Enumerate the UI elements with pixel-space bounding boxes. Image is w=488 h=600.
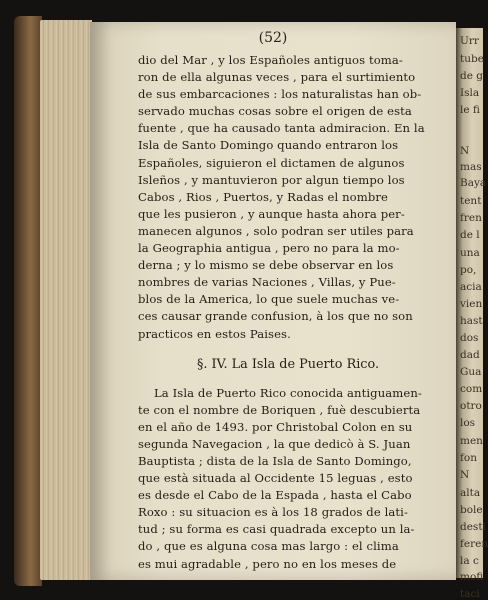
text-line: que les pusieron , y aunque hasta ahora per-: [138, 206, 405, 221]
paragraph-1: [138, 52, 438, 343]
text-line: blos de la America, lo que suele muchas ve-: [138, 292, 400, 307]
facing-page-fragment: una: [460, 247, 480, 259]
text-line: te con el nombre de Boriquen , fuè descubierta: [138, 402, 421, 417]
text-line: La Isla de Puerto Rico conocida antiguamen-: [154, 385, 422, 400]
facing-page: [456, 28, 488, 600]
facing-page-fragment: mofi: [460, 571, 484, 583]
text-line: es mui agradable , pero no en los meses de: [138, 556, 397, 571]
facing-page-fragment: otro: [460, 400, 482, 412]
text-line: Isla de Santo Domingo quando entraron los: [138, 138, 399, 153]
text-line: Roxo : su situacion es à los 18 grados de lati-: [138, 505, 408, 520]
facing-page-fragment: le fi: [460, 104, 480, 116]
text-line: tud ; su forma es casi quadrada excepto un la-: [138, 522, 415, 537]
page-text: [138, 52, 438, 573]
facing-page-fragment: N: [460, 469, 470, 481]
facing-page-fragment: Baya: [460, 177, 487, 189]
text-line: segunda Navegacion , la que dedicò à S. Juan: [138, 436, 411, 451]
text-line: la Geographia antigua , pero no para la mo-: [138, 241, 400, 256]
facing-page-fragment: hast: [460, 315, 483, 327]
text-line: de sus embarcaciones : los naturalistas han ob-: [138, 87, 422, 102]
text-line: Bauptista ; dista de la Isla de Santo Domingo,: [138, 453, 412, 468]
text-line: servado muchas cosas sobre el origen de esta: [138, 104, 412, 119]
text-line: practicos en estos Paises.: [138, 326, 291, 341]
facing-page-fragment: Urr: [460, 35, 479, 47]
text-line: fuente , que ha causado tanta admiracion. En la: [138, 121, 425, 136]
section-heading: §. IV. La Isla de Puerto Rico.: [196, 356, 380, 372]
facing-page-fragment: mas: [460, 161, 482, 173]
facing-page-fragment: tent: [460, 195, 482, 207]
facing-page-fragment: dos: [460, 332, 479, 344]
text-line: ces causar grande confusion, à los que no son: [138, 309, 413, 324]
facing-page-fragment: dad: [460, 349, 480, 361]
text-line: Cabos , Rios , Puertos, y Radas el nombre: [138, 189, 388, 204]
facing-page-fragment: vien: [460, 298, 483, 310]
facing-page-fragment: los: [460, 417, 476, 429]
facing-page-fragment: taci: [460, 588, 480, 600]
book-binding: [14, 16, 42, 586]
text-line: en el año de 1493. por Christobal Colon en su: [138, 419, 413, 434]
text-line: ron de ella algunas veces , para el surtimiento: [138, 70, 416, 85]
facing-page-fragment: alta: [460, 487, 481, 499]
facing-page-fragment: fren: [460, 212, 482, 224]
facing-page-fragment: po,: [460, 264, 477, 276]
facing-page-fragment: N: [460, 145, 470, 157]
text-line: es desde el Cabo de la Espada , hasta el Cabo: [138, 488, 412, 503]
text-line: manecen algunos , solo podran ser utiles para: [138, 223, 414, 238]
text-line: Españoles, siguieron el dictamen de algunos: [138, 155, 405, 170]
facing-page-fragment: de l: [460, 229, 480, 241]
text-line: que està situada al Occidente 15 leguas , esto: [138, 471, 413, 486]
facing-page-fragment: de g: [460, 70, 483, 82]
facing-page-fragment: la c: [460, 555, 479, 567]
paragraph-2: [138, 385, 438, 573]
facing-page-fragment: desti: [460, 521, 486, 533]
facing-page-fragment: com: [460, 383, 483, 395]
facing-page-fragment: bole: [460, 504, 483, 516]
text-line: derna ; y lo mismo se debe observar en los: [138, 258, 394, 273]
page-number: (52): [258, 30, 288, 46]
facing-page-fragment: tube: [460, 53, 484, 65]
facing-page-fragment: men: [460, 435, 483, 447]
text-line: do , que es alguna cosa mas largo : el clima: [138, 539, 399, 554]
page-edges: [40, 20, 92, 580]
facing-page-fragment: Isla: [460, 87, 480, 99]
facing-page-fragment: acia: [460, 281, 482, 293]
text-line: dio del Mar , y los Españoles antiguos toma-: [138, 53, 403, 67]
text-line: Isleños , y mantuvieron por algun tiempo los: [138, 172, 405, 187]
facing-page-fragment: Gua: [460, 366, 482, 378]
facing-page-fragment: feren: [460, 538, 488, 550]
text-line: nombres de varias Naciones , Villas, y Pue-: [138, 275, 396, 290]
facing-page-fragment: fon: [460, 452, 477, 464]
